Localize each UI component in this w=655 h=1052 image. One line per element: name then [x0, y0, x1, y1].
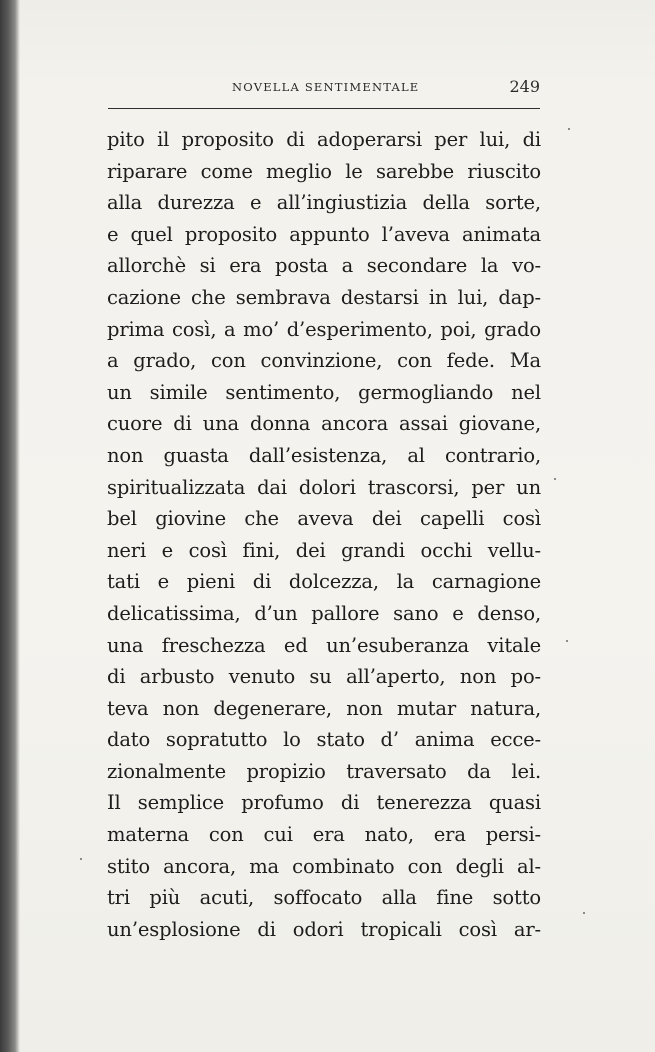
text-line: un simile sentimento, germogliando nel [107, 380, 541, 404]
header-rule [108, 108, 540, 109]
text-line: non guasta dall’esistenza, al contrario, [107, 443, 541, 467]
text-line: spiritualizzata dai dolori trascorsi, per un [107, 475, 541, 499]
text-line: cuore di una donna ancora assai giovane, [107, 412, 541, 436]
text-line: tri più acuti, soffocato alla fine sotto [107, 886, 541, 910]
text-line: neri e così fini, dei grandi occhi vellu- [107, 538, 541, 562]
text-line: teva non degenerare, non mutar natura, [107, 696, 541, 720]
text-line: pito il proposito di adoperarsi per lui, di [107, 128, 541, 151]
text-line: e quel proposito appunto l’aveva animata [107, 222, 541, 246]
running-title: NOVELLA SENTIMENTALE [232, 80, 420, 94]
text-line: alla durezza e all’ingiustizia della sorte, [107, 191, 541, 215]
text-line: tati e pieni di dolcezza, la carnagione [107, 570, 541, 594]
text-line: cazione che sembrava destarsi in lui, dap- [107, 285, 541, 309]
text-line: riparare come meglio le sarebbe riuscito [107, 159, 541, 183]
text-line: una freschezza ed un’esuberanza vitale [107, 633, 541, 657]
text-line: a grado, con convinzione, con fede. Ma [107, 349, 541, 373]
page-header [108, 78, 556, 98]
text-line: allorchè si era posta a secondare la vo- [107, 254, 541, 278]
text-line: un’esplosione di odori tropicali così ar- [107, 917, 541, 941]
body-text [107, 124, 541, 945]
text-line: Il semplice profumo di tenerezza quasi [107, 791, 541, 815]
text-line: materna con cui era nato, era persi- [107, 823, 541, 847]
text-line: prima così, a mo’ d’esperimento, poi, grado [107, 317, 541, 341]
paper-speck [80, 858, 82, 860]
text-line: zionalmente propizio traversato da lei. [107, 759, 541, 783]
text-line: delicatissima, d’un pallore sano e denso, [107, 601, 541, 625]
paper-speck [568, 128, 570, 130]
book-spine-shadow [0, 0, 20, 1052]
text-line: dato sopratutto lo stato d’ anima ecce- [107, 728, 541, 752]
paper-speck [583, 912, 585, 914]
paper-speck [554, 478, 556, 480]
paper-speck [566, 640, 568, 642]
page-number: 249 [509, 77, 540, 96]
text-line: stito ancora, ma combinato con degli al- [107, 854, 541, 878]
text-line: bel giovine che aveva dei capelli così [107, 507, 541, 531]
text-line: di arbusto venuto su all’aperto, non po- [107, 665, 541, 689]
